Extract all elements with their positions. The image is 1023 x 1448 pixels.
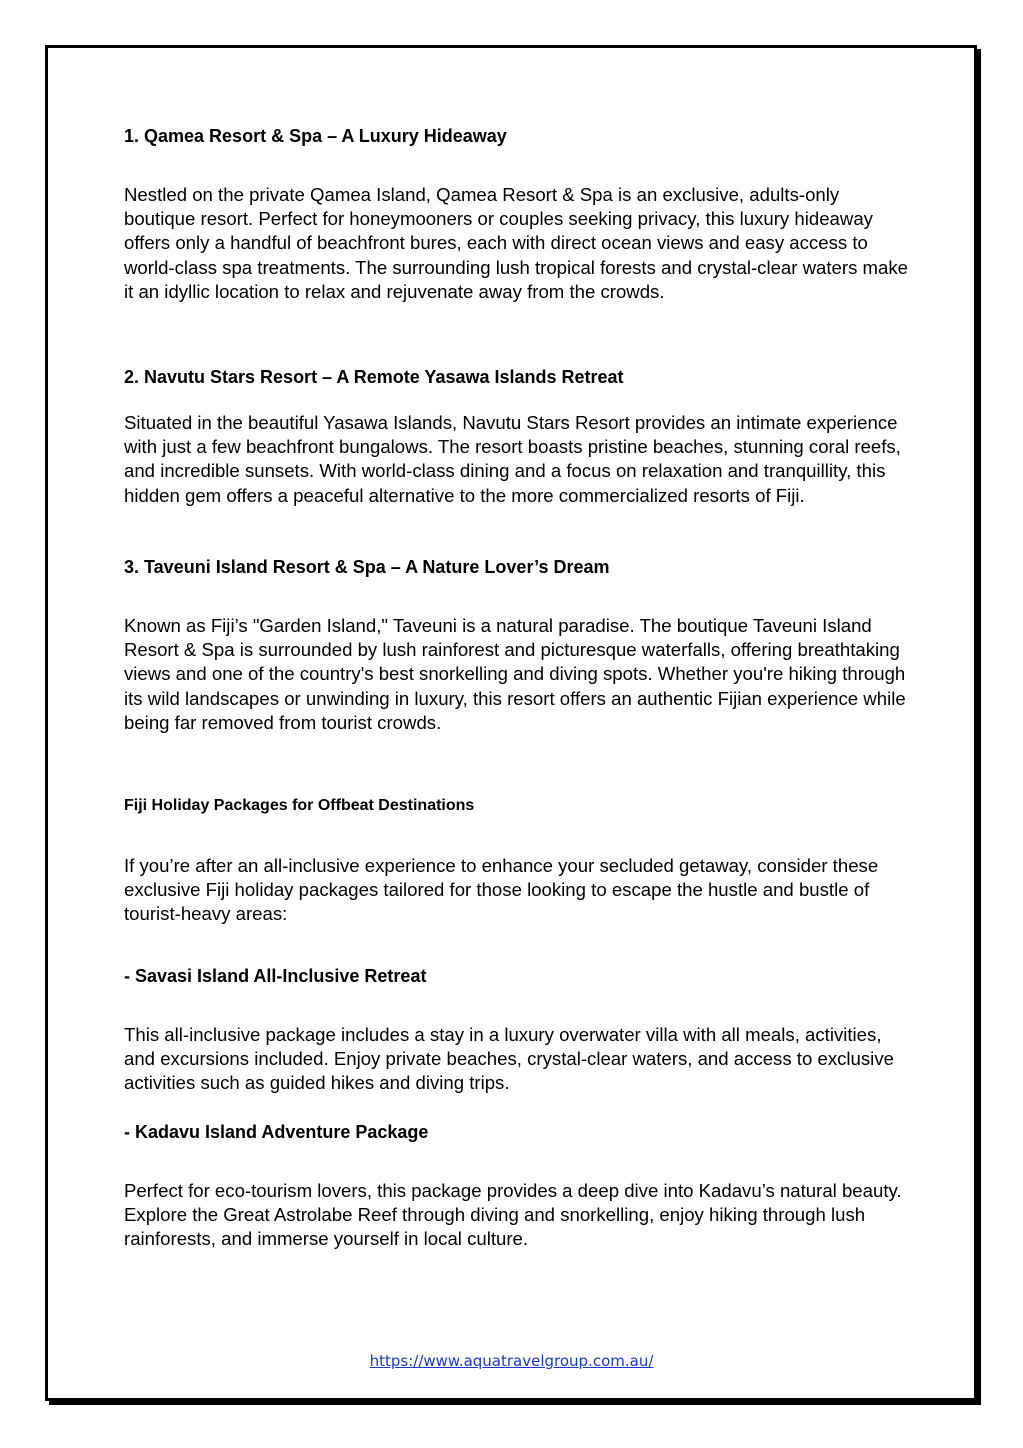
section-1-heading: 1. Qamea Resort & Spa – A Luxury Hideaway [124, 126, 507, 146]
section-3-body: Known as Fiji’s "Garden Island," Taveuni is a natural paradise. The boutique Taveuni Island Resort & Spa is surrounded by lush rainforest and picturesque waterfalls, offering breathtaking views and one of the country's best snorkelling and diving spots. Whether you're hiking through its wild landscapes or unwinding in luxury, this resort offers an authentic Fijian experience while being far removed from tourist crowds. [124, 615, 906, 733]
website-link[interactable]: https://www.aquatravelgroup.com.au/ [369, 1352, 654, 1370]
section-3-heading: 3. Taveuni Island Resort & Spa – A Nature Lover’s Dream [124, 557, 610, 577]
section-1-body: Nestled on the private Qamea Island, Qamea Resort & Spa is an exclusive, adults-only boutique resort. Perfect for honeymooners or couples seeking privacy, this luxury hideaway offers only a handful of beachfront bures, each with direct ocean views and easy access to world-class spa treatments. The surrounding lush tropical forests and crystal-clear waters make it an idyllic location to relax and rejuvenate away from the crowds. [124, 184, 909, 302]
package-1-body: This all-inclusive package includes a stay in a luxury overwater villa with all meals, activities, and excursions included. Enjoy private beaches, crystal-clear waters, and access to exclusive activities such as guided hikes and diving trips. [124, 1024, 894, 1094]
package-2-body: Perfect for eco-tourism lovers, this package provides a deep dive into Kadavu’s natural beauty. Explore the Great Astrolabe Reef through diving and snorkelling, enjoy hiking through lush rainforests, and immerse yourself in local culture. [124, 1180, 902, 1250]
section-2-heading: 2. Navutu Stars Resort – A Remote Yasawa Islands Retreat [124, 367, 624, 387]
package-2-heading: - Kadavu Island Adventure Package [124, 1122, 429, 1142]
packages-intro: If you’re after an all-inclusive experience to enhance your secluded getaway, consider these exclusive Fiji holiday packages tailored for those looking to escape the hustle and bustle of tourist-heavy areas: [124, 855, 879, 925]
package-1-heading: - Savasi Island All-Inclusive Retreat [124, 966, 427, 986]
section-2-body: Situated in the beautiful Yasawa Islands, Navutu Stars Resort provides an intimate experience with just a few beachfront bungalows. The resort boasts pristine beaches, stunning coral reefs, and incredible sunsets. With world-class dining and a focus on relaxation and tranquillity, this hidden gem offers a peaceful alternative to the more commercialized resorts of Fiji. [124, 412, 901, 506]
packages-heading: Fiji Holiday Packages for Offbeat Destinations [124, 797, 475, 814]
footer [0, 1351, 1023, 1371]
